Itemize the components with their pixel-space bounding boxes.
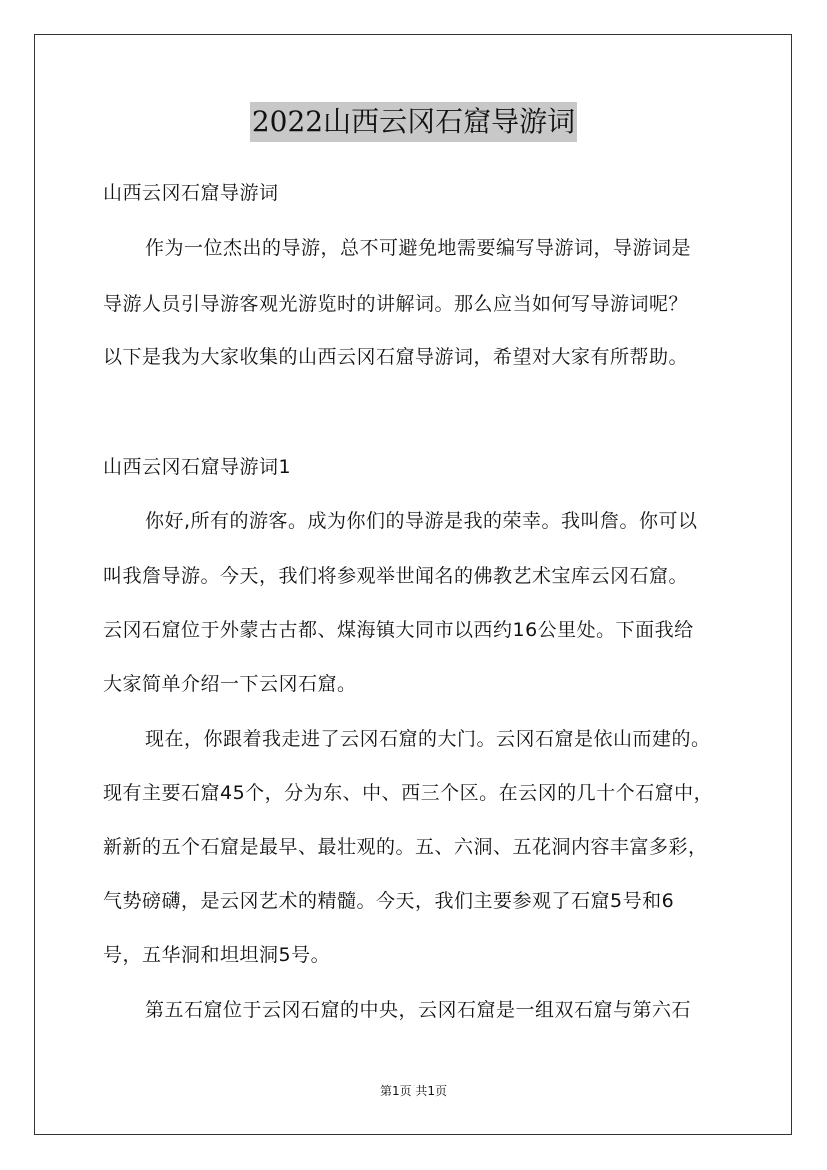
paragraph-line: 气势磅礴，是云冈艺术的精髓。今天，我们主要参观了石窟5号和6 bbox=[103, 890, 675, 912]
paragraph-line: 大家简单介绍一下云冈石窟。 bbox=[103, 673, 357, 695]
section-heading: 山西云冈石窟导游词1 bbox=[103, 456, 292, 478]
intro-line: 以下是我为大家收集的山西云冈石窟导游词，希望对大家有所帮助。 bbox=[103, 346, 689, 368]
paragraph-line: 你好,所有的游客。成为你们的导游是我的荣幸。我叫詹。你可以 bbox=[145, 510, 698, 532]
paragraph-line: 云冈石窟位于外蒙古古都、煤海镇大同市以西约16公里处。下面我给 bbox=[103, 619, 694, 641]
paragraph-line: 叫我詹导游。今天，我们将参观举世闻名的佛教艺术宝库云冈石窟。 bbox=[103, 565, 689, 587]
intro-line: 导游人员引导游客观光游览时的讲解词。那么应当如何写导游词呢？ bbox=[103, 293, 689, 315]
paragraph-line: 新新的五个石窟是最早、最壮观的。五、六洞、五花洞内容丰富多彩， bbox=[103, 836, 708, 858]
paragraph-line: 现在，你跟着我走进了云冈石窟的大门。云冈石窟是依山而建的。 bbox=[145, 728, 711, 750]
intro-line: 作为一位杰出的导游，总不可避免地需要编写导游词，导游词是 bbox=[145, 237, 692, 259]
title-container bbox=[0, 102, 827, 142]
paragraph-line: 现有主要石窟45个，分为东、中、西三个区。在云冈的几十个石窟中， bbox=[103, 782, 714, 804]
document-title: 2022山西云冈石窟导游词 bbox=[250, 102, 577, 142]
page-footer: 第1页 共1页 bbox=[379, 1084, 448, 1098]
paragraph-line: 第五石窟位于云冈石窟的中央，云冈石窟是一组双石窟与第六石 bbox=[145, 999, 692, 1021]
paragraph-line: 号，五华洞和坦坦洞5号。 bbox=[103, 944, 331, 966]
section-heading: 山西云冈石窟导游词 bbox=[103, 182, 279, 204]
